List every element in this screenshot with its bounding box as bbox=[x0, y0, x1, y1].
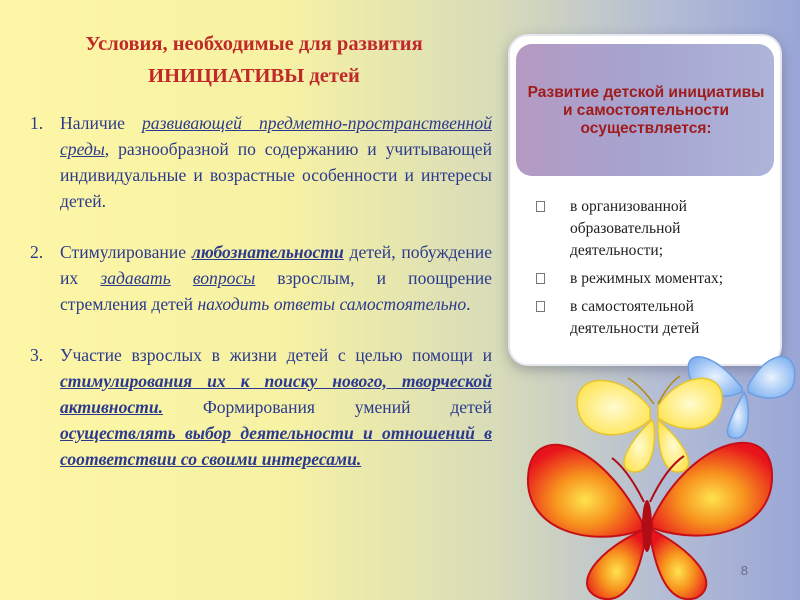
condition-text: . bbox=[466, 294, 471, 314]
slide-title bbox=[14, 28, 494, 92]
slide-title-line2: ИНИЦИАТИВЫ детей bbox=[148, 65, 360, 87]
condition-text: Наличие bbox=[60, 113, 142, 133]
condition-text: взрослым, и поощрение стремления детей bbox=[60, 268, 492, 314]
bullet-icon bbox=[536, 273, 545, 284]
info-card-list-text: в режимных моментах; bbox=[570, 270, 724, 287]
condition-number: 1. bbox=[30, 113, 44, 133]
slide-title-line1: Условия, необходимые для развития bbox=[85, 33, 423, 55]
info-card-list-item bbox=[532, 296, 776, 340]
page-number: 8 bbox=[740, 563, 748, 578]
butterfly-blue-icon bbox=[688, 357, 795, 439]
condition-number: 2. bbox=[30, 242, 44, 262]
info-card-header bbox=[516, 44, 774, 176]
condition-text: Формирования умений детей bbox=[163, 397, 492, 417]
butterfly-yellow-icon bbox=[577, 376, 722, 472]
condition-number: 3. bbox=[30, 345, 44, 365]
info-card-heading: Развитие детской инициативы и самостоятельности осуществляется: bbox=[527, 84, 765, 137]
emphasized-text: стимулирования их к поиску нового, творческой активности. bbox=[60, 371, 492, 417]
info-card-list-item bbox=[532, 268, 776, 290]
condition-item bbox=[30, 342, 492, 472]
condition-item bbox=[30, 110, 492, 214]
emphasized-text: любознательности bbox=[191, 242, 344, 262]
info-card-list-text: в организованной образовательной деятельности; bbox=[570, 198, 687, 259]
info-card bbox=[508, 34, 782, 366]
butterfly-red-icon bbox=[528, 443, 772, 599]
emphasized-text: задавать bbox=[100, 268, 171, 288]
emphasized-text: находить ответы самостоятельно bbox=[197, 294, 467, 314]
emphasized-text: развивающей предметно-пространственной среды bbox=[60, 113, 492, 159]
condition-text: Участие взрослых в жизни детей с целью помощи и bbox=[60, 345, 492, 365]
bullet-icon bbox=[536, 201, 545, 212]
condition-text: Стимулирование bbox=[60, 242, 192, 262]
condition-item bbox=[30, 239, 492, 317]
info-card-list-item bbox=[532, 196, 776, 262]
info-card-list bbox=[532, 196, 776, 346]
conditions-list bbox=[30, 110, 492, 497]
bullet-icon bbox=[536, 301, 545, 312]
emphasized-text: осуществлять выбор деятельности и отношений в соответствии со своими интересами. bbox=[60, 423, 492, 469]
condition-text bbox=[171, 268, 193, 288]
condition-text: , разнообразной по содержанию и учитывающей индивидуальные и возрастные особенности и интересы детей. bbox=[60, 139, 492, 211]
info-card-list-text: в самостоятельной деятельности детей bbox=[570, 298, 700, 337]
emphasized-text: вопросы bbox=[192, 268, 256, 288]
condition-text: детей, побуждение их bbox=[60, 242, 493, 288]
